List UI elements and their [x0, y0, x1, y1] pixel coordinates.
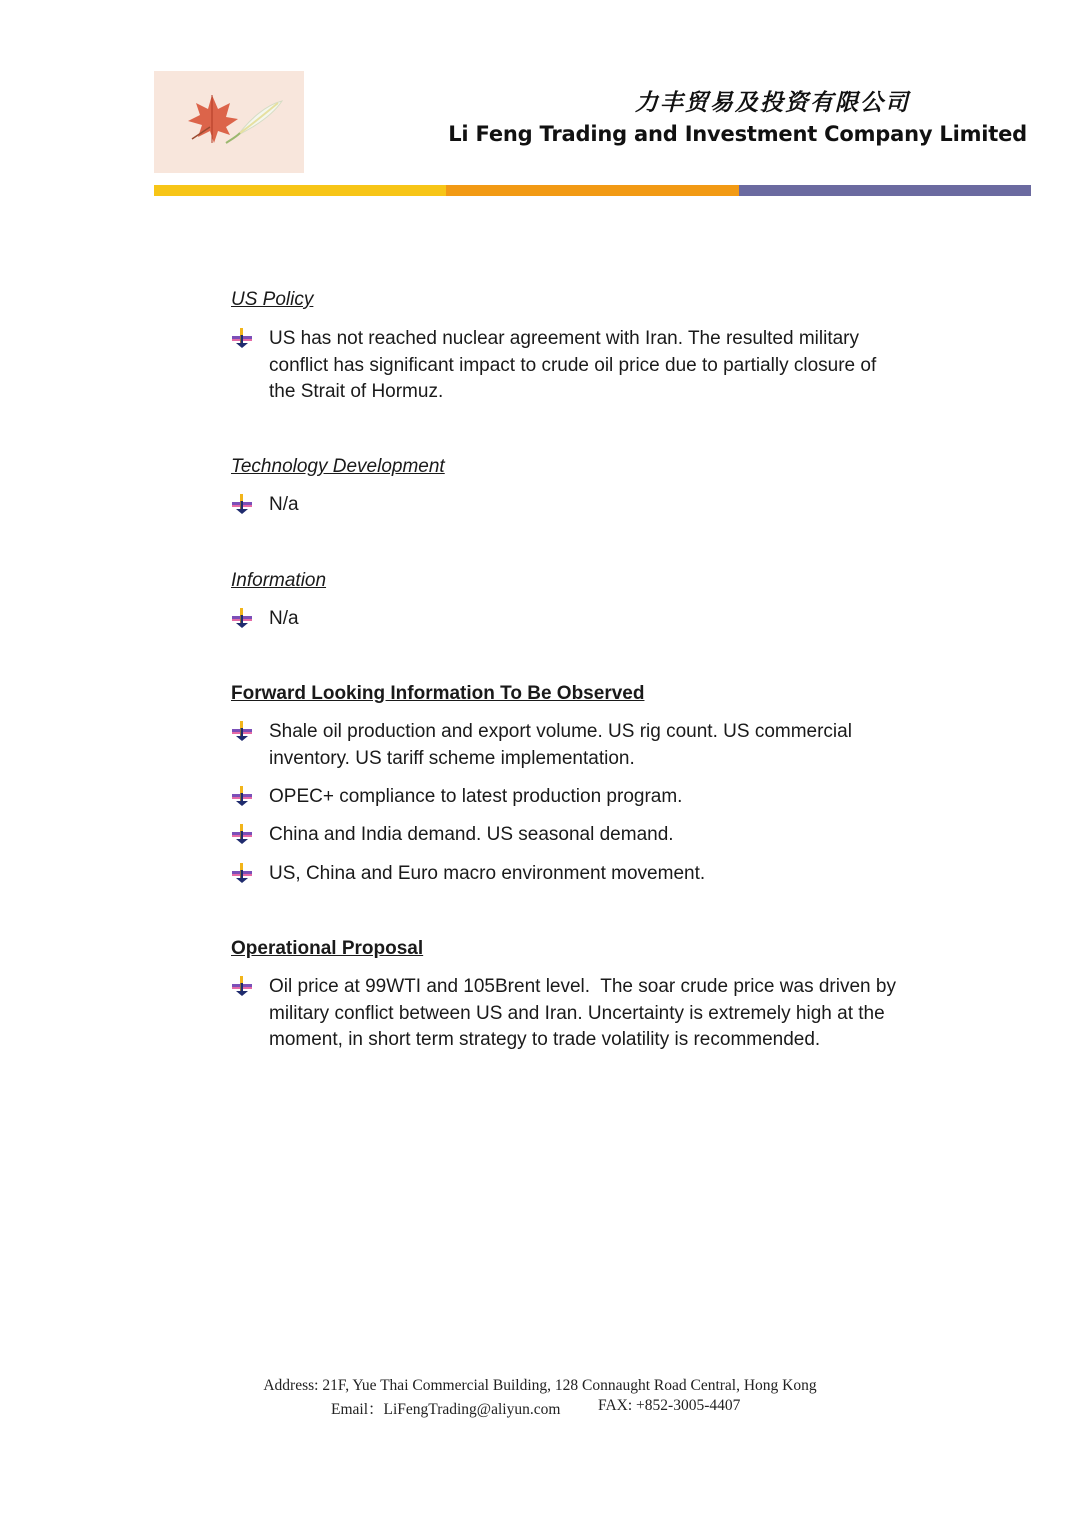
arrow-bullet-icon — [231, 720, 253, 742]
company-name-english: Li Feng Trading and Investment Company Limited — [448, 122, 1027, 146]
arrow-bullet-icon — [231, 327, 253, 349]
list-item — [231, 492, 931, 519]
list-item-text: US, China and Euro macro environment movement. — [269, 863, 706, 884]
list-item — [231, 974, 931, 1054]
section-title-operational-proposal: Operational Proposal — [231, 938, 424, 959]
header-color-bar — [154, 185, 1031, 196]
list-item-text: China and India demand. US seasonal demand. — [269, 824, 674, 845]
list-item — [231, 784, 931, 811]
section-title-forward-looking: Forward Looking Information To Be Observed — [231, 683, 645, 704]
list-item-text: N/a — [269, 608, 299, 629]
list-item — [231, 606, 931, 633]
list-item-text: US has not reached nuclear agreement with Iran. The resulted military conflict has significant impact to crude oil price due to partially closure of the Strait of Hormuz. — [269, 328, 877, 402]
arrow-bullet-icon — [231, 493, 253, 515]
list-item — [231, 719, 931, 772]
arrow-bullet-icon — [231, 785, 253, 807]
footer-email: Email：LiFengTrading@aliyun.com — [331, 1401, 561, 1418]
list-item — [231, 822, 931, 849]
arrow-bullet-icon — [231, 975, 253, 997]
section-title-technology-development: Technology Development — [231, 456, 445, 477]
section-title-information: Information — [231, 570, 327, 591]
header-bar-yellow-segment — [154, 185, 446, 196]
list-item-text: OPEC+ compliance to latest production program. — [269, 786, 683, 807]
company-logo — [154, 71, 304, 173]
list-item-text: Shale oil production and export volume. US rig count. US commercial inventory. US tariff scheme implementation. — [269, 721, 852, 769]
list-item — [231, 326, 931, 406]
list-item-text: N/a — [269, 494, 299, 515]
arrow-bullet-icon — [231, 607, 253, 629]
header-bar-orange-segment — [446, 185, 738, 196]
section-title-us-policy: US Policy — [231, 289, 314, 310]
arrow-bullet-icon — [231, 823, 253, 845]
company-name-chinese: 力丰贸易及投资有限公司 — [635, 89, 910, 116]
list-item-text: Oil price at 99WTI and 105Brent level. The soar crude price was driven by military conflict between US and Iran. Uncertainty is extremely high at the moment, in short term strategy to trade volatility is recommended. — [269, 976, 896, 1050]
arrow-bullet-icon — [231, 862, 253, 884]
list-item — [231, 861, 931, 888]
leaf-flower-logo-icon — [154, 71, 304, 173]
footer-address: Address: 21F, Yue Thai Commercial Building, 128 Connaught Road Central, Hong Kong — [263, 1377, 817, 1394]
header-bar-purple-segment — [739, 185, 1031, 196]
footer-fax: FAX: +852-3005-4407 — [598, 1397, 741, 1414]
